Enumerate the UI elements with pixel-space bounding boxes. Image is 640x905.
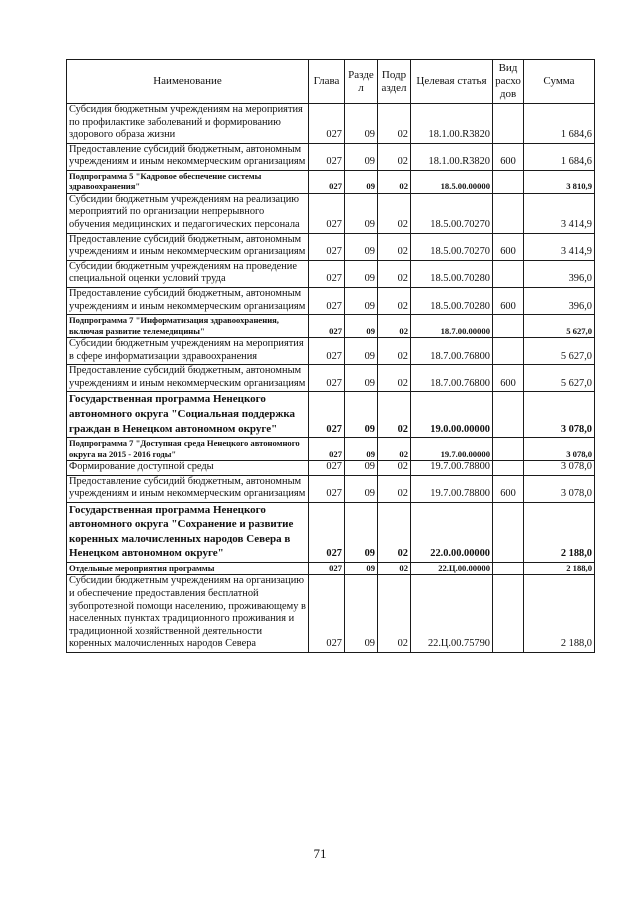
cell-podrazdel: 02 xyxy=(378,315,411,338)
cell-razdel: 09 xyxy=(345,438,378,461)
cell-podrazdel: 02 xyxy=(378,143,411,170)
header-celevaya-statya: Целевая статья xyxy=(411,60,493,104)
table-row xyxy=(67,475,595,502)
cell-name: Подпрограмма 5 "Кадровое обеспечение системы здравоохранения" xyxy=(67,170,309,193)
cell-vid-raskhodov: 600 xyxy=(493,233,524,260)
header-summa: Сумма xyxy=(524,60,595,104)
cell-podrazdel: 02 xyxy=(378,502,411,562)
cell-podrazdel: 02 xyxy=(378,438,411,461)
cell-summa: 3 078,0 xyxy=(524,460,595,475)
cell-podrazdel: 02 xyxy=(378,392,411,438)
cell-podrazdel: 02 xyxy=(378,337,411,364)
cell-glava: 027 xyxy=(309,170,345,193)
header-glava: Глава xyxy=(309,60,345,104)
table-row xyxy=(67,365,595,392)
cell-name: Субсидия бюджетным учреждениям на мероприятия по профилактике заболеваний и формированию здорового образа жизни xyxy=(67,104,309,144)
cell-glava: 027 xyxy=(309,438,345,461)
cell-glava: 027 xyxy=(309,337,345,364)
table-row xyxy=(67,193,595,233)
cell-celevaya-statya: 18.1.00.R3820 xyxy=(411,143,493,170)
cell-glava: 027 xyxy=(309,460,345,475)
cell-vid-raskhodov xyxy=(493,392,524,438)
page-number: 71 xyxy=(313,846,327,861)
cell-summa: 1 684,6 xyxy=(524,104,595,144)
table-header-row xyxy=(67,60,595,104)
cell-name: Подпрограмма 7 "Информатизация здравоохранения, включая развитие телемедицины" xyxy=(67,315,309,338)
cell-glava: 027 xyxy=(309,502,345,562)
cell-name: Предоставление субсидий бюджетным, автономным учреждениям и иным некоммерческим организациям xyxy=(67,475,309,502)
cell-summa: 5 627,0 xyxy=(524,337,595,364)
cell-summa: 3 810,9 xyxy=(524,170,595,193)
cell-razdel: 09 xyxy=(345,104,378,144)
cell-celevaya-statya: 18.5.00.70280 xyxy=(411,260,493,287)
cell-celevaya-statya: 22.0.00.00000 xyxy=(411,502,493,562)
cell-vid-raskhodov xyxy=(493,502,524,562)
cell-summa: 3 414,9 xyxy=(524,193,595,233)
cell-razdel: 09 xyxy=(345,260,378,287)
cell-podrazdel: 02 xyxy=(378,104,411,144)
cell-celevaya-statya: 18.5.00.70280 xyxy=(411,287,493,314)
cell-celevaya-statya: 22.Ц.00.75790 xyxy=(411,575,493,653)
cell-summa: 3 414,9 xyxy=(524,233,595,260)
cell-vid-raskhodov xyxy=(493,193,524,233)
table-row xyxy=(67,460,595,475)
cell-celevaya-statya: 18.7.00.76800 xyxy=(411,365,493,392)
cell-celevaya-statya: 22.Ц.00.00000 xyxy=(411,563,493,575)
table-row xyxy=(67,233,595,260)
cell-razdel: 09 xyxy=(345,337,378,364)
table-row xyxy=(67,104,595,144)
cell-name: Подпрограмма 7 "Доступная среда Ненецкого автономного округа на 2015 - 2016 годы" xyxy=(67,438,309,461)
header-vid-raskhodov: Вид расхо дов xyxy=(493,60,524,104)
cell-razdel: 09 xyxy=(345,563,378,575)
table-row xyxy=(67,315,595,338)
cell-celevaya-statya: 18.7.00.00000 xyxy=(411,315,493,338)
cell-razdel: 09 xyxy=(345,575,378,653)
cell-celevaya-statya: 19.0.00.00000 xyxy=(411,392,493,438)
cell-summa: 396,0 xyxy=(524,260,595,287)
cell-name: Предоставление субсидий бюджетным, автономным учреждениям и иным некоммерческим организациям xyxy=(67,287,309,314)
header-podrazdel: Подр аздел xyxy=(378,60,411,104)
cell-name: Субсидии бюджетным учреждениям на проведение специальной оценки условий труда xyxy=(67,260,309,287)
cell-podrazdel: 02 xyxy=(378,260,411,287)
cell-name: Субсидии бюджетным учреждениям на мероприятия в сфере информатизации здравоохранения xyxy=(67,337,309,364)
cell-celevaya-statya: 19.7.00.00000 xyxy=(411,438,493,461)
cell-podrazdel: 02 xyxy=(378,233,411,260)
cell-name: Субсидии бюджетным учреждениям на реализацию мероприятий по организации непрерывного обучения медицинских и педагогических персонала xyxy=(67,193,309,233)
table-row xyxy=(67,337,595,364)
cell-podrazdel: 02 xyxy=(378,287,411,314)
cell-glava: 027 xyxy=(309,563,345,575)
cell-celevaya-statya: 18.5.00.70270 xyxy=(411,193,493,233)
cell-glava: 027 xyxy=(309,260,345,287)
cell-razdel: 09 xyxy=(345,502,378,562)
cell-vid-raskhodov: 600 xyxy=(493,287,524,314)
cell-celevaya-statya: 18.7.00.76800 xyxy=(411,337,493,364)
table-row xyxy=(67,563,595,575)
header-name: Наименование xyxy=(67,60,309,104)
cell-razdel: 09 xyxy=(345,315,378,338)
cell-name: Формирование доступной среды xyxy=(67,460,309,475)
cell-vid-raskhodov xyxy=(493,104,524,144)
cell-vid-raskhodov xyxy=(493,438,524,461)
table-row xyxy=(67,143,595,170)
cell-summa: 5 627,0 xyxy=(524,365,595,392)
cell-summa: 3 078,0 xyxy=(524,438,595,461)
cell-vid-raskhodov xyxy=(493,260,524,287)
cell-glava: 027 xyxy=(309,143,345,170)
cell-vid-raskhodov xyxy=(493,563,524,575)
cell-glava: 027 xyxy=(309,392,345,438)
cell-glava: 027 xyxy=(309,575,345,653)
cell-razdel: 09 xyxy=(345,143,378,170)
cell-razdel: 09 xyxy=(345,460,378,475)
cell-vid-raskhodov xyxy=(493,575,524,653)
cell-name: Субсидии бюджетным учреждениям на организацию и обеспечение предоставления бесплатной зубопротезной помощи населению, проживающему в населенных пунктах традиционного проживания и традиционной хозяйственной деятельности коренных малочисленных народов Севера xyxy=(67,575,309,653)
cell-celevaya-statya: 18.1.00.R3820 xyxy=(411,104,493,144)
cell-razdel: 09 xyxy=(345,170,378,193)
table-row xyxy=(67,392,595,438)
cell-celevaya-statya: 18.5.00.00000 xyxy=(411,170,493,193)
cell-summa: 2 188,0 xyxy=(524,575,595,653)
cell-summa: 2 188,0 xyxy=(524,563,595,575)
cell-razdel: 09 xyxy=(345,392,378,438)
cell-name: Предоставление субсидий бюджетным, автономным учреждениям и иным некоммерческим организациям xyxy=(67,143,309,170)
cell-celevaya-statya: 19.7.00.78800 xyxy=(411,460,493,475)
cell-podrazdel: 02 xyxy=(378,365,411,392)
cell-celevaya-statya: 19.7.00.78800 xyxy=(411,475,493,502)
cell-summa: 3 078,0 xyxy=(524,475,595,502)
table-body xyxy=(67,104,595,653)
cell-razdel: 09 xyxy=(345,365,378,392)
cell-vid-raskhodov: 600 xyxy=(493,475,524,502)
cell-glava: 027 xyxy=(309,233,345,260)
cell-name: Отдельные мероприятия программы xyxy=(67,563,309,575)
budget-table xyxy=(66,59,595,653)
cell-vid-raskhodov xyxy=(493,170,524,193)
cell-podrazdel: 02 xyxy=(378,193,411,233)
table-row xyxy=(67,575,595,653)
header-razdel: Разде л xyxy=(345,60,378,104)
cell-podrazdel: 02 xyxy=(378,170,411,193)
cell-summa: 3 078,0 xyxy=(524,392,595,438)
cell-vid-raskhodov: 600 xyxy=(493,365,524,392)
table-row xyxy=(67,170,595,193)
cell-name: Государственная программа Ненецкого автономного округа "Социальная поддержка граждан в Ненецком автономном округе" xyxy=(67,392,309,438)
cell-name: Предоставление субсидий бюджетным, автономным учреждениям и иным некоммерческим организациям xyxy=(67,365,309,392)
cell-glava: 027 xyxy=(309,315,345,338)
cell-razdel: 09 xyxy=(345,193,378,233)
cell-glava: 027 xyxy=(309,193,345,233)
cell-glava: 027 xyxy=(309,104,345,144)
cell-glava: 027 xyxy=(309,365,345,392)
cell-summa: 5 627,0 xyxy=(524,315,595,338)
cell-glava: 027 xyxy=(309,287,345,314)
cell-glava: 027 xyxy=(309,475,345,502)
cell-podrazdel: 02 xyxy=(378,460,411,475)
cell-razdel: 09 xyxy=(345,287,378,314)
cell-summa: 2 188,0 xyxy=(524,502,595,562)
cell-vid-raskhodov xyxy=(493,460,524,475)
cell-vid-raskhodov xyxy=(493,337,524,364)
table-row xyxy=(67,438,595,461)
cell-razdel: 09 xyxy=(345,233,378,260)
table-row xyxy=(67,287,595,314)
cell-summa: 1 684,6 xyxy=(524,143,595,170)
cell-razdel: 09 xyxy=(345,475,378,502)
cell-celevaya-statya: 18.5.00.70270 xyxy=(411,233,493,260)
cell-vid-raskhodov: 600 xyxy=(493,143,524,170)
table-row xyxy=(67,502,595,562)
table-row xyxy=(67,260,595,287)
cell-name: Предоставление субсидий бюджетным, автономным учреждениям и иным некоммерческим организациям xyxy=(67,233,309,260)
cell-podrazdel: 02 xyxy=(378,475,411,502)
cell-vid-raskhodov xyxy=(493,315,524,338)
cell-summa: 396,0 xyxy=(524,287,595,314)
cell-name: Государственная программа Ненецкого автономного округа "Сохранение и развитие коренных малочисленных народов Севера в Ненецком автономном округе" xyxy=(67,502,309,562)
cell-podrazdel: 02 xyxy=(378,575,411,653)
cell-podrazdel: 02 xyxy=(378,563,411,575)
